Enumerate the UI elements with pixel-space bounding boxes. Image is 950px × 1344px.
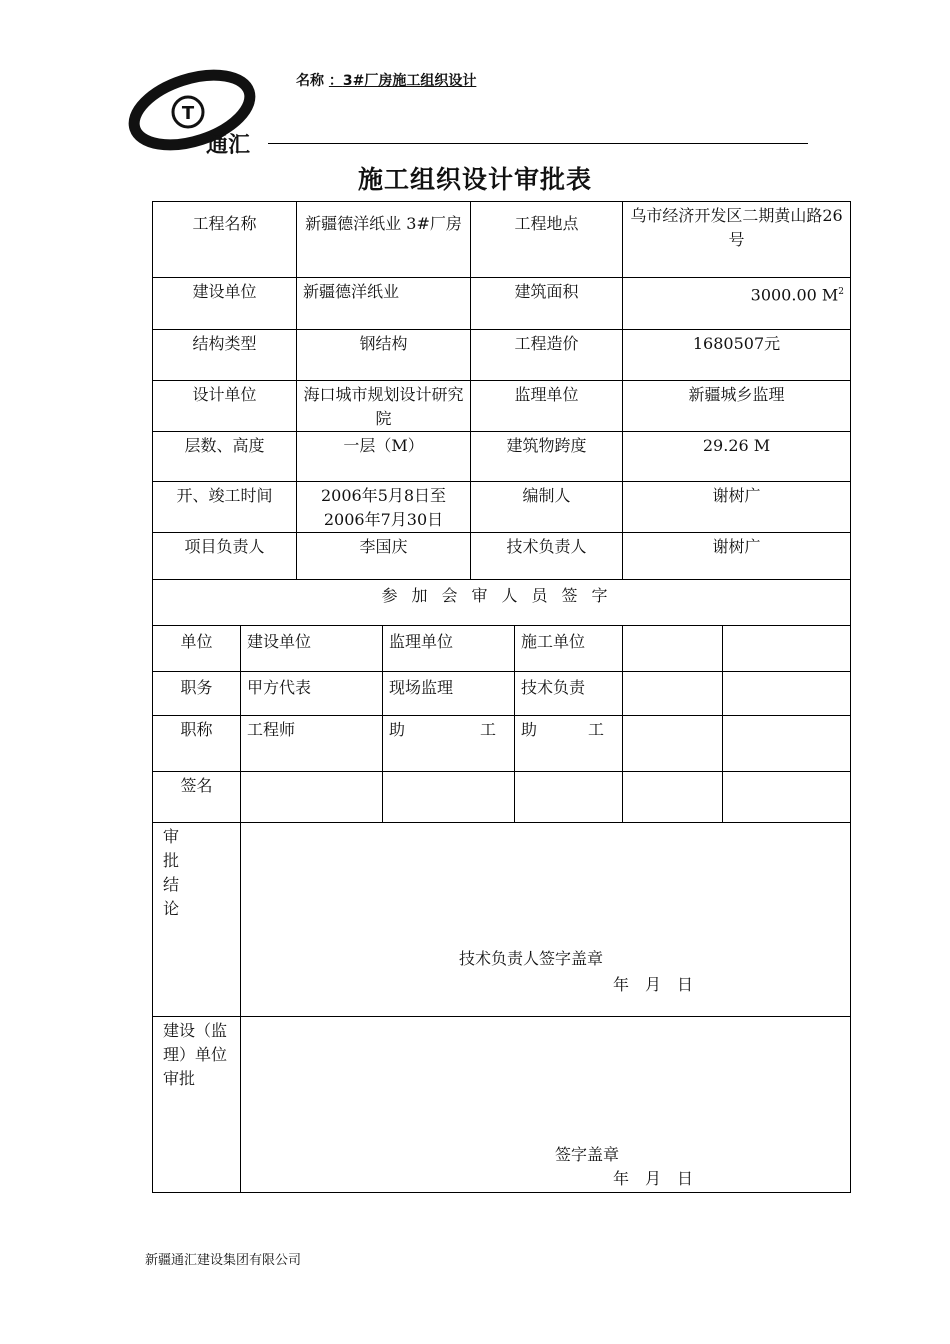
editor-value: 谢树广 bbox=[623, 482, 851, 533]
builder-label: 建设单位 bbox=[153, 278, 297, 330]
area-value: 3000.00 M bbox=[750, 285, 839, 305]
sign-construction bbox=[515, 772, 623, 823]
duty-supervisor: 现场监理 bbox=[383, 672, 515, 716]
logo-wordmark: 通汇 bbox=[206, 133, 251, 158]
document-name bbox=[296, 70, 476, 90]
row-units bbox=[153, 626, 851, 672]
header-rule bbox=[268, 143, 808, 144]
row-project-name bbox=[153, 202, 851, 278]
structure-value: 钢结构 bbox=[297, 330, 471, 381]
supervisor-value: 新疆城乡监理 bbox=[623, 381, 851, 432]
builder-value: 新疆德洋纸业 bbox=[297, 278, 471, 330]
span-value: 29.26 M bbox=[623, 432, 851, 482]
unit-blank-2 bbox=[723, 626, 851, 672]
title-construction-a: 助 bbox=[521, 720, 538, 739]
row-duty bbox=[153, 672, 851, 716]
duty-blank-2 bbox=[723, 672, 851, 716]
floors-label: 层数、高度 bbox=[153, 432, 297, 482]
owner-signature-label: 签字盖章 bbox=[555, 1145, 620, 1164]
row-period bbox=[153, 482, 851, 533]
row-builder bbox=[153, 278, 851, 330]
sign-builder bbox=[241, 772, 383, 823]
unit-blank-1 bbox=[623, 626, 723, 672]
unit-construction: 施工单位 bbox=[515, 626, 623, 672]
title-supervisor bbox=[383, 716, 515, 772]
conclusion-label: 审批结论 bbox=[153, 823, 241, 1017]
company-logo bbox=[126, 66, 276, 158]
duty-construction: 技术负责 bbox=[515, 672, 623, 716]
span-label: 建筑物跨度 bbox=[471, 432, 623, 482]
approval-form bbox=[152, 201, 851, 1193]
pm-value: 李国庆 bbox=[297, 533, 471, 580]
document-name-colon: ： bbox=[328, 73, 343, 89]
structure-label: 结构类型 bbox=[153, 330, 297, 381]
project-name-value: 新疆德洋纸业 3#厂房 bbox=[297, 202, 471, 278]
owner-approval-box bbox=[241, 1017, 851, 1193]
cost-value: 1680507元 bbox=[623, 330, 851, 381]
title-label: 职称 bbox=[153, 716, 241, 772]
row-owner-approval bbox=[153, 1017, 851, 1193]
conclusion-box bbox=[241, 823, 851, 1017]
tech-value: 谢树广 bbox=[623, 533, 851, 580]
sign-blank-1 bbox=[623, 772, 723, 823]
unit-supervisor: 监理单位 bbox=[383, 626, 515, 672]
pm-label: 项目负责人 bbox=[153, 533, 297, 580]
title-supervisor-b: 工 bbox=[480, 720, 497, 739]
location-value: 乌市经济开发区二期黄山路26号 bbox=[623, 202, 851, 278]
row-title bbox=[153, 716, 851, 772]
row-conclusion bbox=[153, 823, 851, 1017]
area-label: 建筑面积 bbox=[471, 278, 623, 330]
duty-builder: 甲方代表 bbox=[241, 672, 383, 716]
designer-label: 设计单位 bbox=[153, 381, 297, 432]
duty-blank-1 bbox=[623, 672, 723, 716]
title-blank-1 bbox=[623, 716, 723, 772]
conclusion-signature-label: 技术负责人签字盖章 bbox=[459, 949, 604, 968]
document-name-label: 名称 bbox=[296, 73, 324, 89]
project-name-label: 工程名称 bbox=[153, 202, 297, 278]
supervisor-label: 监理单位 bbox=[471, 381, 623, 432]
floors-value: 一层（M） bbox=[297, 432, 471, 482]
owner-date: 年 月 日 bbox=[613, 1169, 694, 1188]
unit-label: 单位 bbox=[153, 626, 241, 672]
title-construction bbox=[515, 716, 623, 772]
cost-label: 工程造价 bbox=[471, 330, 623, 381]
area-unit-superscript: 2 bbox=[838, 287, 845, 297]
row-structure bbox=[153, 330, 851, 381]
tech-label: 技术负责人 bbox=[471, 533, 623, 580]
editor-label: 编制人 bbox=[471, 482, 623, 533]
document-name-value: 3#厂房施工组织设计 bbox=[342, 73, 477, 89]
title-builder: 工程师 bbox=[241, 716, 383, 772]
sign-supervisor bbox=[383, 772, 515, 823]
row-sign bbox=[153, 772, 851, 823]
company-footer: 新疆通汇建设集团有限公司 bbox=[145, 1253, 302, 1268]
owner-approval-label: 建设（监理）单位审批 bbox=[153, 1017, 241, 1193]
row-designer bbox=[153, 381, 851, 432]
period-label: 开、竣工时间 bbox=[153, 482, 297, 533]
sign-blank-2 bbox=[723, 772, 851, 823]
page-title: 施工组织设计审批表 bbox=[357, 165, 592, 194]
duty-label: 职务 bbox=[153, 672, 241, 716]
conclusion-date: 年 月 日 bbox=[613, 975, 694, 994]
row-pm bbox=[153, 533, 851, 580]
row-review-title bbox=[153, 580, 851, 626]
svg-text:T: T bbox=[181, 103, 195, 124]
location-label: 工程地点 bbox=[471, 202, 623, 278]
area-cell bbox=[623, 278, 851, 330]
sign-label: 签名 bbox=[153, 772, 241, 823]
review-section-title: 参加会审人员签字 bbox=[153, 580, 851, 626]
title-blank-2 bbox=[723, 716, 851, 772]
unit-builder: 建设单位 bbox=[241, 626, 383, 672]
title-supervisor-a: 助 bbox=[389, 720, 406, 739]
designer-value: 海口城市规划设计研究院 bbox=[297, 381, 471, 432]
row-floors bbox=[153, 432, 851, 482]
period-value: 2006年5月8日至2006年7月30日 bbox=[297, 482, 471, 533]
title-construction-b: 工 bbox=[588, 720, 605, 739]
